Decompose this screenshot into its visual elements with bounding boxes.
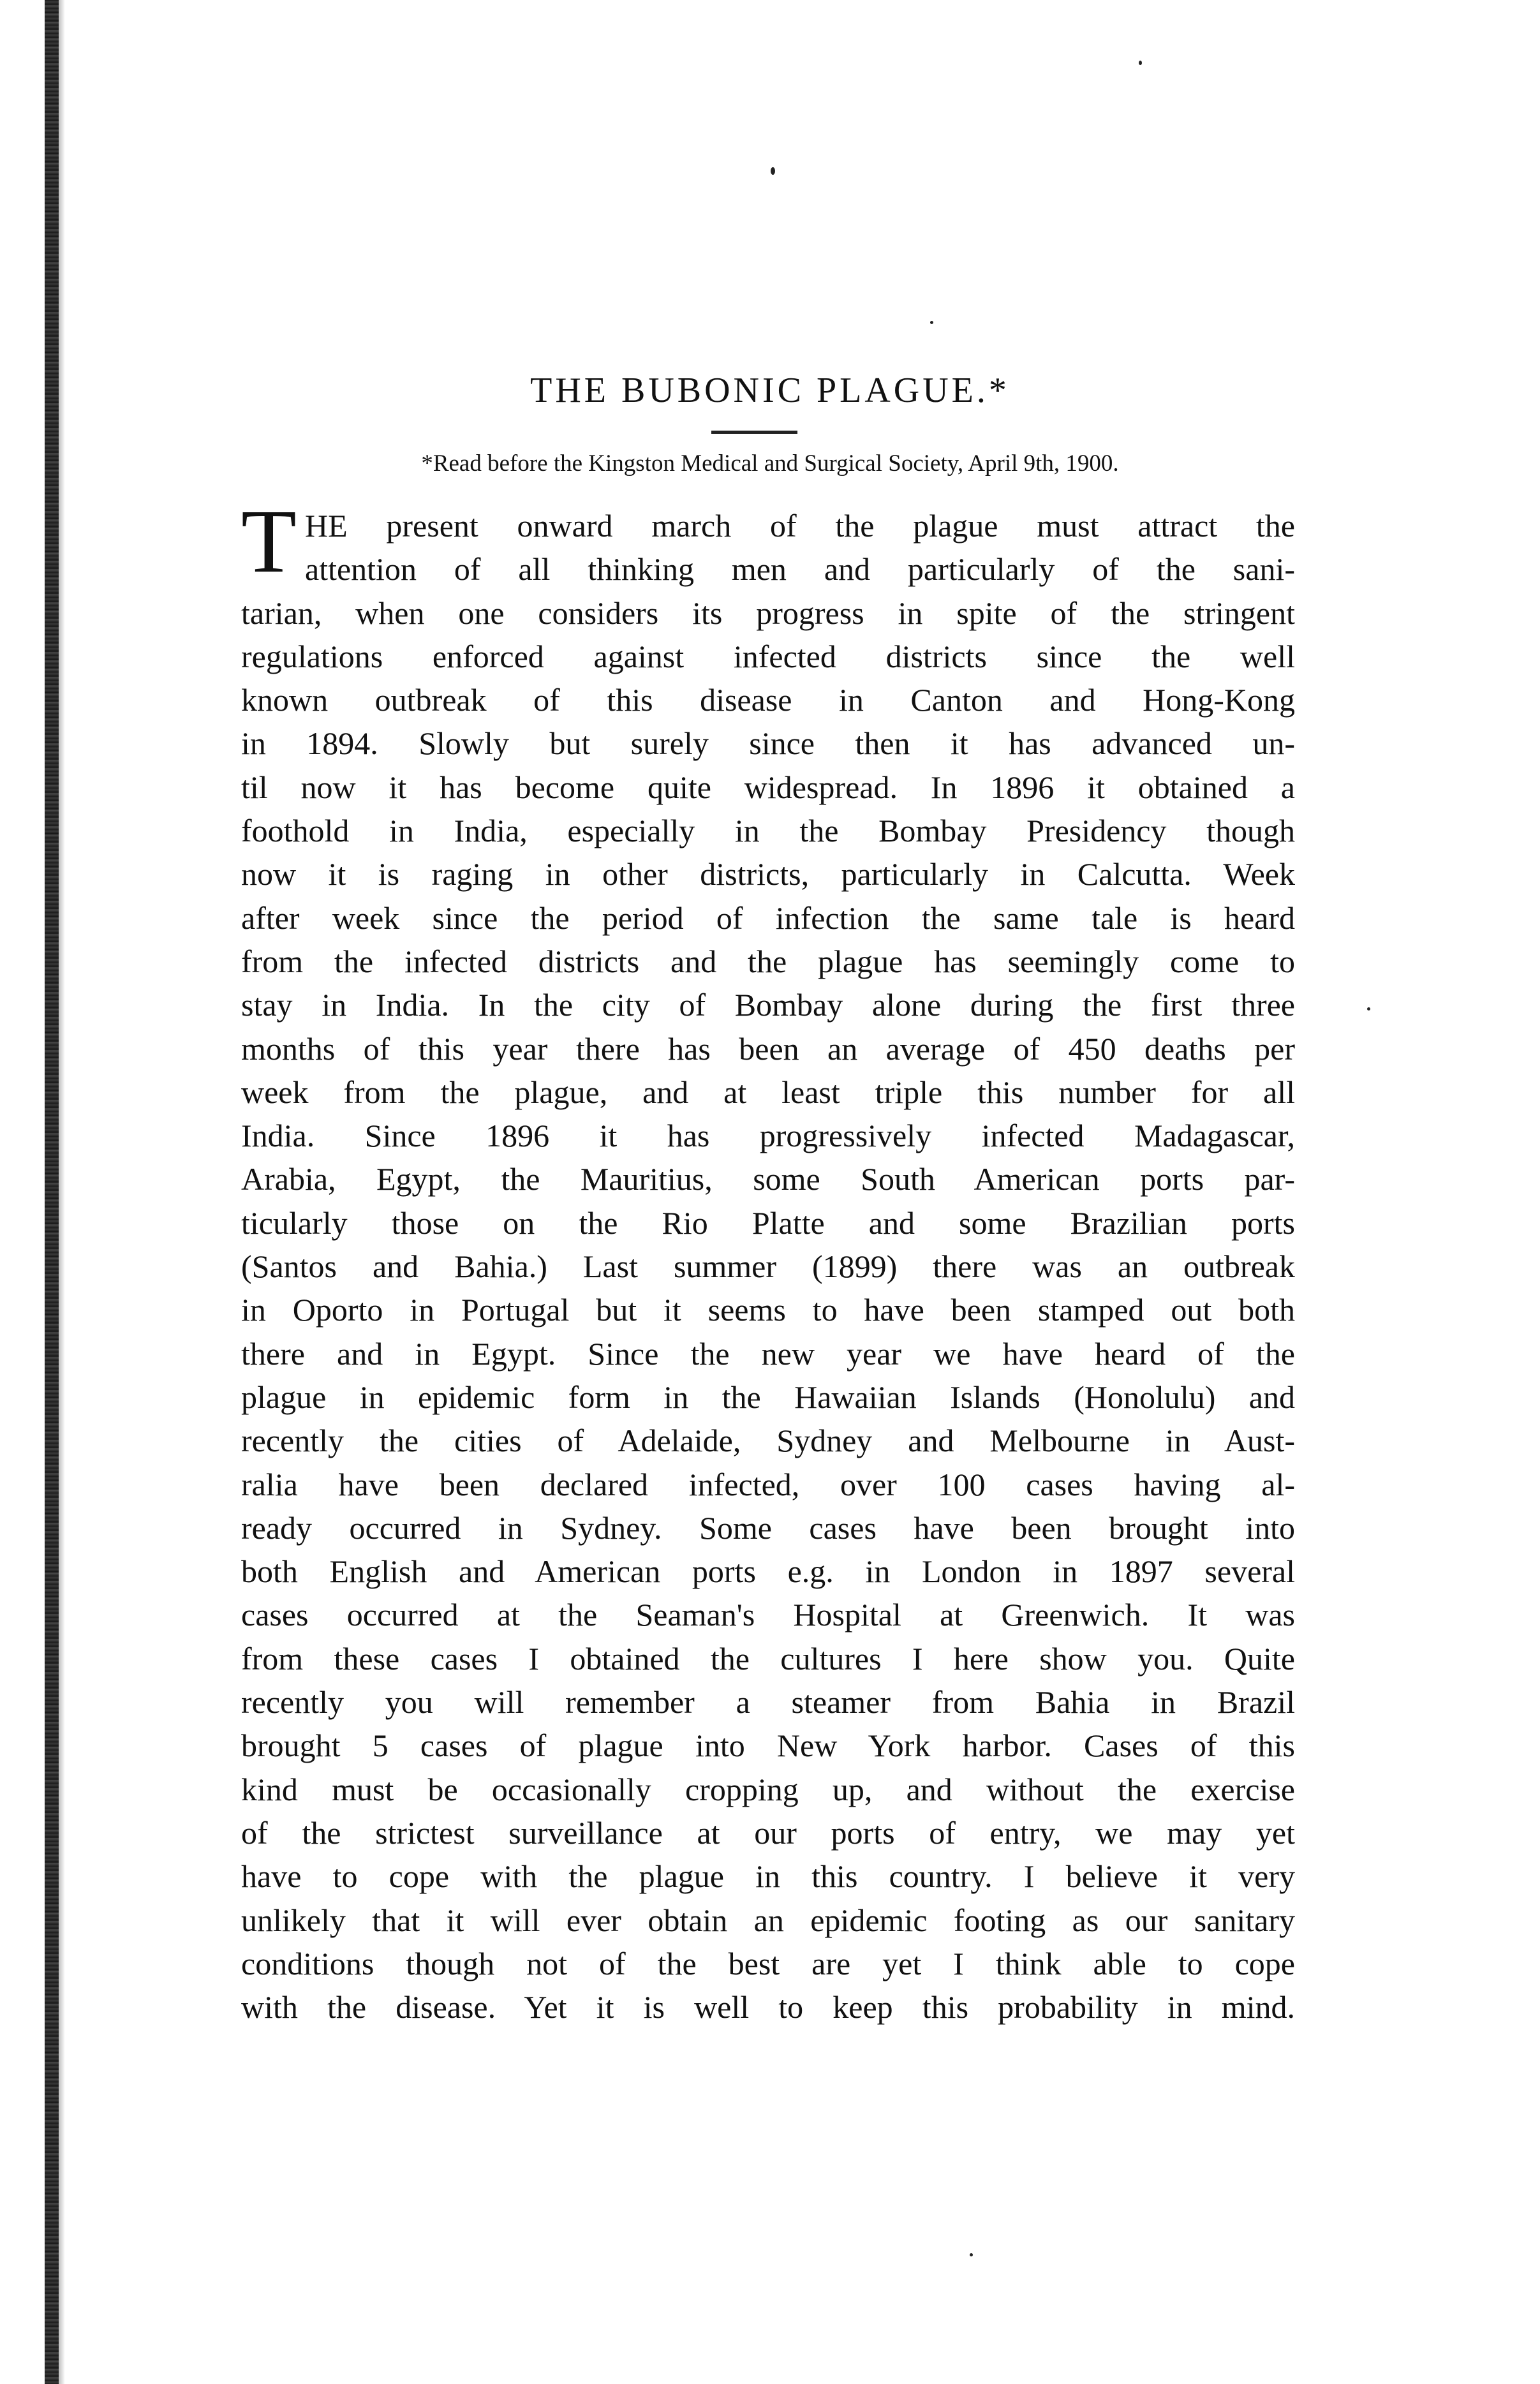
scan-speck [771, 167, 775, 175]
text-line: in Oporto in Portugal but it seems to have been stamped out both [241, 1292, 1295, 1328]
scan-speck [930, 321, 933, 324]
binding-edge [45, 0, 59, 2384]
text-line: of the strictest surveillance at our ports of entry, we may yet [241, 1814, 1295, 1851]
text-line: in 1894. Slowly but surely since then it has advanced un- [241, 725, 1295, 762]
binding-shadow [59, 0, 65, 2384]
text-line: from the infected districts and the plague has seemingly come to [241, 943, 1295, 979]
text-line: regulations enforced against infected districts since the well [241, 638, 1295, 674]
text-line: brought 5 cases of plague into New York harbor. Cases of this [241, 1728, 1295, 1764]
text-line: tarian, when one considers its progress in spite of the stringent [241, 595, 1295, 631]
text-line: from these cases I obtained the cultures I here show you. Quite [241, 1640, 1295, 1677]
text-line: foothold in India, especially in the Bombay Presidency though [241, 813, 1295, 849]
text-line: attention of all thinking men and particularly of the sani- [305, 551, 1295, 588]
text-line: recently you will remember a steamer from Bahia in Brazil [241, 1684, 1295, 1721]
text-line: conditions though not of the best are yet I think able to cope [241, 1945, 1295, 1981]
text-line: til now it has become quite widespread. In 1896 it obtained a [241, 769, 1295, 805]
text-line: stay in India. In the city of Bombay alone during the first three [241, 987, 1295, 1023]
scan-speck [1367, 1007, 1370, 1011]
text-line: ready occurred in Sydney. Some cases have been brought into [241, 1509, 1295, 1546]
text-line: after week since the period of infection the same tale is heard [241, 900, 1295, 936]
scan-speck [1139, 61, 1142, 65]
text-line: unlikely that it will ever obtain an epidemic footing as our sanitary [241, 1902, 1295, 1938]
text-line: months of this year there has been an average of 450 deaths per [241, 1030, 1295, 1067]
text-line: both English and American ports e.g. in London in 1897 several [241, 1553, 1295, 1590]
text-line: (Santos and Bahia.) Last summer (1899) there was an outbreak [241, 1248, 1295, 1285]
text-line: known outbreak of this disease in Canton and Hong-Kong [241, 682, 1295, 718]
drop-cap: T [241, 491, 297, 591]
text-line: have to cope with the plague in this country. I believe it very [241, 1858, 1295, 1895]
text-line: kind must be occasionally cropping up, and without the exercise [241, 1771, 1295, 1807]
scan-speck [970, 2253, 973, 2256]
title-rule [711, 431, 797, 434]
text-line: ticularly those on the Rio Platte and some Brazilian ports [241, 1204, 1295, 1241]
page-title: THE BUBONIC PLAGUE.* [530, 371, 1010, 410]
text-line: there and in Egypt. Since the new year we have heard of the [241, 1335, 1295, 1372]
text-line: Arabia, Egypt, the Mauritius, some South American ports par- [241, 1161, 1295, 1197]
text-line: recently the cities of Adelaide, Sydney and Melbourne in Aust- [241, 1423, 1295, 1459]
text-line: week from the plague, and at least triple this number for all [241, 1074, 1295, 1110]
footnote: *Read before the Kingston Medical and Surgical Society, April 9th, 1900. [421, 450, 1119, 477]
body-paragraph [241, 491, 1295, 2029]
text-line: HE present onward march of the plague must attract the [305, 508, 1295, 544]
text-line: ralia have been declared infected, over 100 cases having al- [241, 1466, 1295, 1502]
text-line: now it is raging in other districts, particularly in Calcutta. Week [241, 856, 1295, 892]
text-line: cases occurred at the Seaman's Hospital at Greenwich. It was [241, 1597, 1295, 1633]
text-line: India. Since 1896 it has progressively infected Madagascar, [241, 1118, 1295, 1154]
text-line: plague in epidemic form in the Hawaiian Islands (Honolulu) and [241, 1379, 1295, 1415]
text-line: with the disease. Yet it is well to keep this probability in mind. [241, 1989, 1295, 2025]
